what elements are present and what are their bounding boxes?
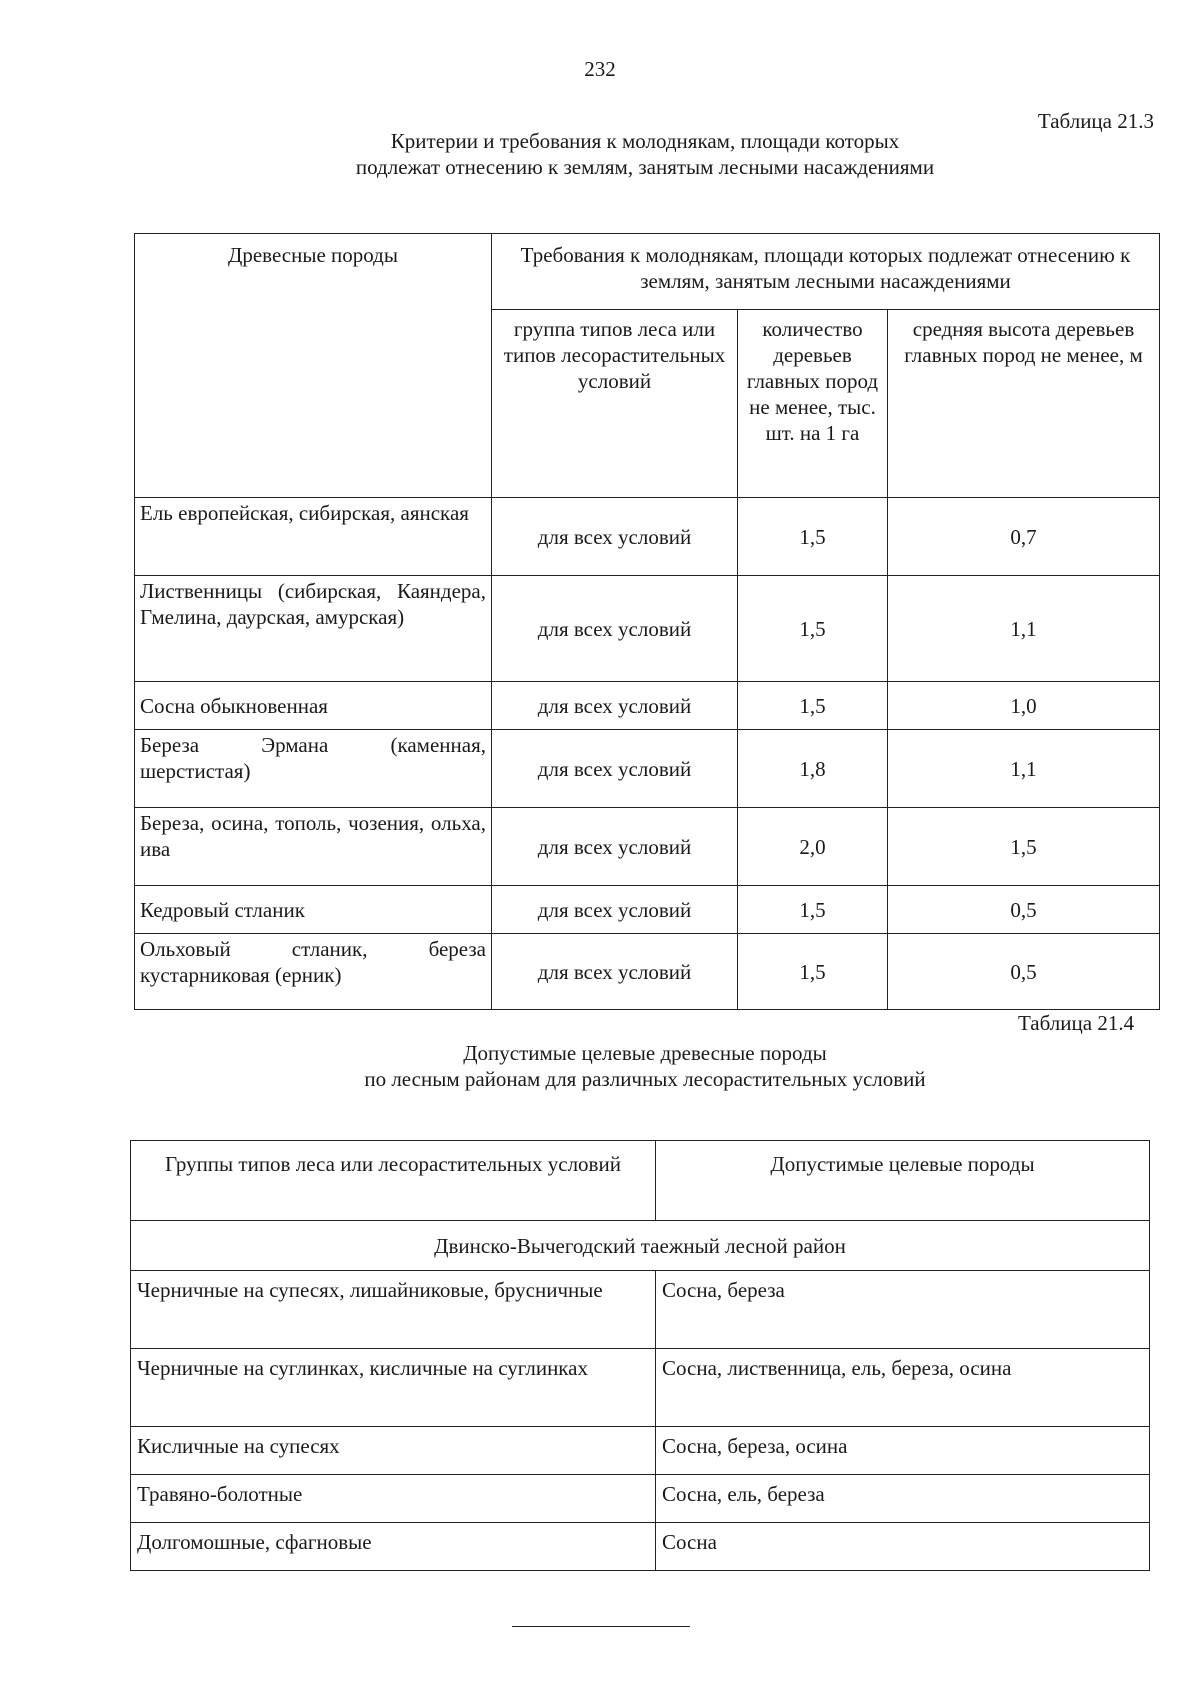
row-count: 1,5	[738, 934, 888, 1010]
table-row	[135, 730, 1160, 808]
row-height: 1,1	[888, 730, 1160, 808]
row-group: для всех условий	[492, 808, 738, 886]
table-21-3-title-line1: Критерии и требования к молоднякам, площади которых	[390, 129, 900, 153]
row-species: Ель европейская, сибирская, аянская	[135, 498, 492, 576]
header-count: количество деревьев главных пород не менее, тыс. шт. на 1 га	[738, 310, 888, 498]
row-count: 2,0	[738, 808, 888, 886]
row-group: для всех условий	[492, 682, 738, 730]
table-row	[135, 808, 1160, 886]
table-row	[135, 682, 1160, 730]
header-group: группа типов леса или типов лесорастительных условий	[492, 310, 738, 498]
row-target-species: Сосна, ель, береза	[656, 1475, 1150, 1523]
table-row	[135, 886, 1160, 934]
row-height: 1,5	[888, 808, 1160, 886]
row-group: Долгомошные, сфагновые	[131, 1523, 656, 1571]
header-groups: Группы типов леса или лесорастительных условий	[131, 1141, 656, 1221]
row-target-species: Сосна, береза	[656, 1271, 1150, 1349]
header-requirements: Требования к молоднякам, площади которых подлежат отнесению к землям, занятым лесными насаждениями	[492, 234, 1160, 310]
table-row	[131, 1271, 1150, 1349]
table-row	[135, 498, 1160, 576]
row-group: для всех условий	[492, 730, 738, 808]
table-21-3	[134, 233, 1160, 1010]
page-number: 232	[584, 57, 616, 81]
row-group: для всех условий	[492, 886, 738, 934]
table-row	[131, 1427, 1150, 1475]
row-count: 1,5	[738, 886, 888, 934]
row-height: 0,7	[888, 498, 1160, 576]
table-21-3-id: Таблица 21.3	[1037, 109, 1154, 133]
row-height: 0,5	[888, 886, 1160, 934]
row-count: 1,5	[738, 682, 888, 730]
row-group: для всех условий	[492, 498, 738, 576]
header-target-species: Допустимые целевые породы	[656, 1141, 1150, 1221]
row-species: Кедровый стланик	[135, 886, 492, 934]
row-group: для всех условий	[492, 934, 738, 1010]
region-row: Двинско-Вычегодский таежный лесной район	[131, 1221, 1150, 1271]
row-species: Береза Эрмана (каменная, шерстистая)	[135, 730, 492, 808]
table-row	[131, 1349, 1150, 1427]
table-21-4-title-line1: Допустимые целевые древесные породы	[463, 1041, 827, 1065]
table-row	[135, 576, 1160, 682]
header-height: средняя высота деревьев главных пород не менее, м	[888, 310, 1160, 498]
row-height: 0,5	[888, 934, 1160, 1010]
row-group: Травяно-болотные	[131, 1475, 656, 1523]
table-21-4-id: Таблица 21.4	[1018, 1011, 1135, 1035]
row-count: 1,5	[738, 576, 888, 682]
row-group: Черничные на суглинках, кисличные на суглинках	[131, 1349, 656, 1427]
table-21-4-title	[0, 1040, 1200, 1092]
table-21-3-title-line2: подлежат отнесению к землям, занятым лесными насаждениями	[355, 155, 935, 179]
row-count: 1,8	[738, 730, 888, 808]
row-height: 1,0	[888, 682, 1160, 730]
row-group: Кисличные на супесях	[131, 1427, 656, 1475]
row-target-species: Сосна, береза, осина	[656, 1427, 1150, 1475]
row-target-species: Сосна	[656, 1523, 1150, 1571]
row-species: Сосна обыкновенная	[135, 682, 492, 730]
row-species: Береза, осина, тополь, чозения, ольха, ива	[135, 808, 492, 886]
header-species: Древесные породы	[135, 234, 492, 498]
row-count: 1,5	[738, 498, 888, 576]
row-group: Черничные на супесях, лишайниковые, брусничные	[131, 1271, 656, 1349]
table-row	[131, 1523, 1150, 1571]
table-row	[131, 1475, 1150, 1523]
row-species: Ольховый стланик, береза кустарниковая (ерник)	[135, 934, 492, 1010]
table-21-4	[130, 1140, 1150, 1571]
row-species: Лиственницы (сибирская, Каяндера, Гмелина, даурская, амурская)	[135, 576, 492, 682]
table-row	[135, 934, 1160, 1010]
table-21-3-title	[0, 128, 1200, 180]
row-height: 1,1	[888, 576, 1160, 682]
row-target-species: Сосна, лиственница, ель, береза, осина	[656, 1349, 1150, 1427]
row-group: для всех условий	[492, 576, 738, 682]
footer-rule	[512, 1626, 690, 1627]
table-21-4-title-line2: по лесным районам для различных лесорастительных условий	[364, 1067, 926, 1091]
